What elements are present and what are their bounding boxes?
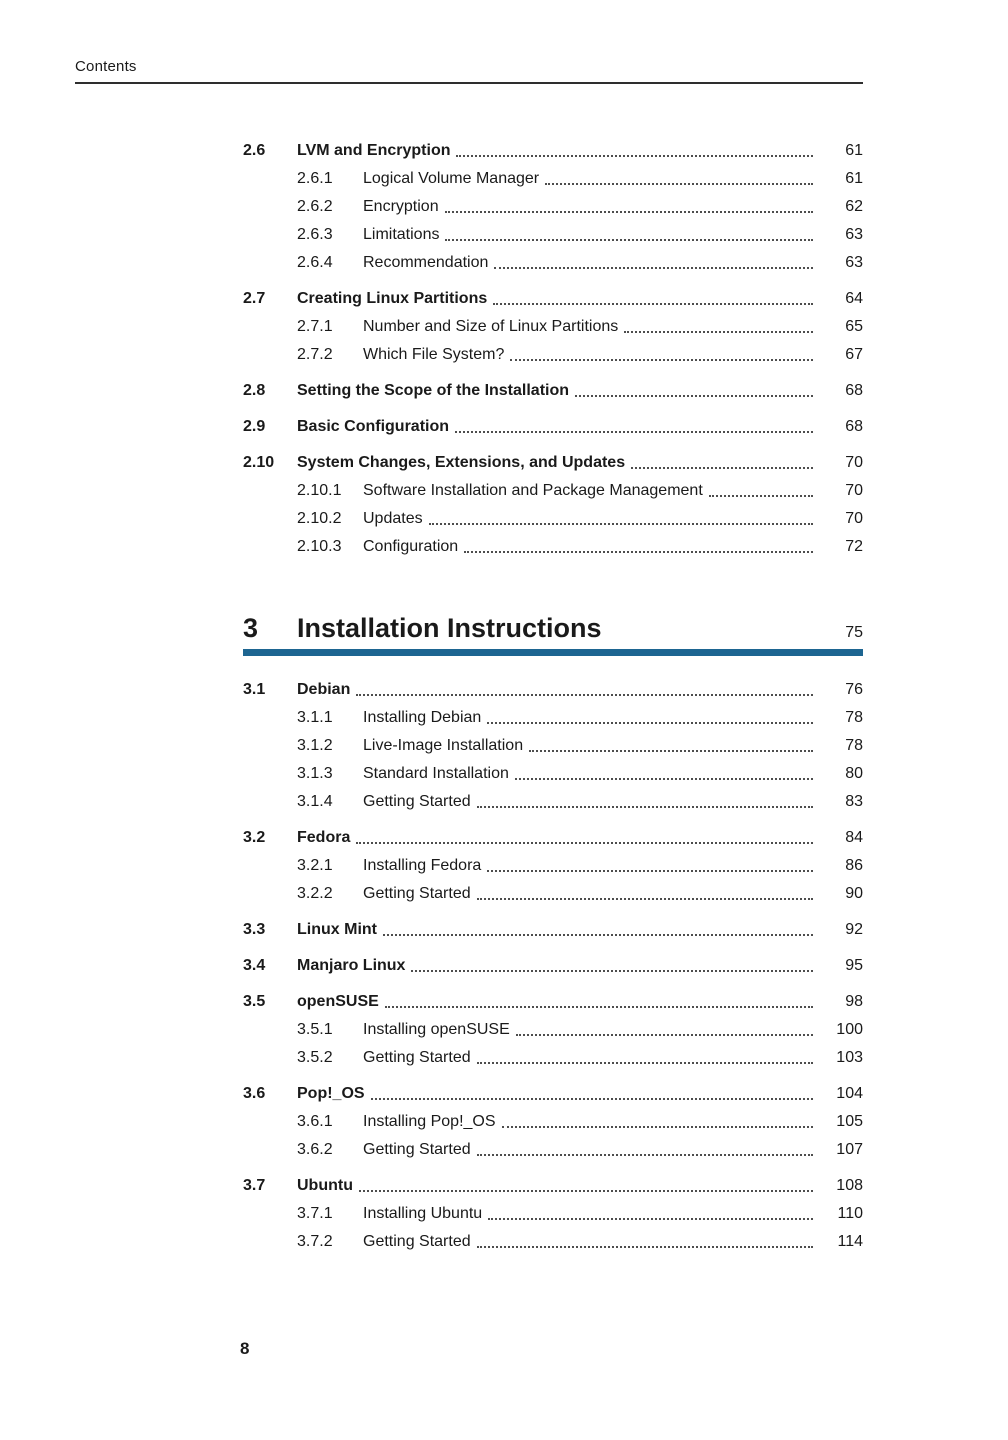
toc-entry-number: 2.7.2 [297,346,333,363]
toc-entry-page: 62 [845,198,863,215]
toc-entry-2-10-3 [243,533,863,561]
toc-entry-3-5-1 [243,1016,863,1044]
dot-leader [356,842,813,844]
toc-entry-page: 98 [845,993,863,1010]
toc-entry-3-6 [243,1080,863,1108]
toc-entry-title: Getting Started [363,1049,471,1066]
toc-entry-page: 92 [845,921,863,938]
toc-entry-2-7-2 [243,341,863,369]
toc-entry-number: 3.1 [243,681,266,698]
toc-entry-page: 70 [845,454,863,471]
toc-entry-2-10 [243,449,863,477]
toc-entry-number: 3.5 [243,993,266,1010]
toc-main-column [243,137,863,1264]
toc-group [243,1172,863,1256]
toc-entry-title: Updates [363,510,423,527]
toc-entry-title: Installing openSUSE [363,1021,510,1038]
toc-entry-page: 108 [836,1177,863,1194]
dot-leader [477,806,813,808]
dot-leader [575,395,813,397]
toc-entry-number: 3.1.1 [297,709,333,726]
toc-entry-3-3 [243,916,863,944]
toc-entry-2-6-4 [243,249,863,277]
dot-leader [429,523,813,525]
toc-entry-number: 2.10 [243,454,275,471]
toc-entry-page: 104 [836,1085,863,1102]
toc-entry-number: 3.6.1 [297,1113,333,1130]
toc-entry-number: 3.2.1 [297,857,333,874]
toc-group [243,988,863,1072]
toc-entry-page: 63 [845,254,863,271]
toc-entry-title: Encryption [363,198,439,215]
dot-leader [515,778,813,780]
toc-entry-title: Getting Started [363,793,471,810]
toc-entry-title: Basic Configuration [297,418,450,435]
toc-entry-page: 78 [845,709,863,726]
toc-entry-page: 61 [845,170,863,187]
chapter-heading-line [243,613,863,644]
toc-group [243,824,863,908]
toc-entry-2-6 [243,137,863,165]
toc-group [243,377,863,405]
toc-entry-3-2-2 [243,880,863,908]
toc-entry-number: 3.5.1 [297,1021,333,1038]
toc-entry-number: 2.6.4 [297,254,333,271]
toc-group [243,916,863,944]
toc-entry-page: 84 [845,829,863,846]
toc-entry-2-6-2 [243,193,863,221]
dot-leader [487,722,813,724]
toc-entry-title: Getting Started [363,885,471,902]
toc-entry-title: Setting the Scope of the Installation [297,382,570,399]
toc-entry-title: System Changes, Extensions, and Updates [297,454,626,471]
toc-entry-title: Linux Mint [297,921,377,938]
toc-entry-page: 78 [845,737,863,754]
toc-entry-page: 63 [845,226,863,243]
chapter-page-number: 75 [845,624,863,641]
toc-entry-number: 2.6.1 [297,170,333,187]
dot-leader [494,267,813,269]
toc-entry-3-1-1 [243,704,863,732]
toc-entry-page: 72 [845,538,863,555]
toc-entry-page: 70 [845,510,863,527]
toc-entry-title: Pop!_OS [297,1085,365,1102]
toc-entry-number: 2.7 [243,290,266,307]
toc-group [243,413,863,441]
toc-entry-3-7 [243,1172,863,1200]
dot-leader [488,1218,813,1220]
toc-entry-number: 3.6 [243,1085,266,1102]
toc-entry-2-6-1 [243,165,863,193]
toc-entry-number: 3.1.3 [297,765,333,782]
toc-entry-title: Which File System? [363,346,505,363]
dot-leader [356,694,813,696]
toc-entry-page: 70 [845,482,863,499]
toc-entry-2-7 [243,285,863,313]
toc-entry-page: 110 [837,1205,863,1222]
dot-leader [455,431,813,433]
dot-leader [545,183,813,185]
toc-entry-number: 3.1.4 [297,793,333,810]
toc-entry-number: 3.7.2 [297,1233,333,1250]
dot-leader [464,551,813,553]
toc-entry-page: 68 [845,418,863,435]
toc-entry-2-10-1 [243,477,863,505]
toc-entry-number: 2.7.1 [297,318,333,335]
chapter-heading [243,613,863,656]
toc-group [243,676,863,816]
toc-entry-number: 2.9 [243,418,266,435]
dot-leader [510,359,813,361]
toc-group [243,952,863,980]
toc-entry-title: Installing Ubuntu [363,1205,483,1222]
toc-entry-page: 90 [845,885,863,902]
dot-leader [709,495,813,497]
toc-entry-2-6-3 [243,221,863,249]
toc-entry-number: 3.2.2 [297,885,333,902]
toc-entry-title: Fedora [297,829,351,846]
toc-entry-page: 68 [845,382,863,399]
toc-entry-3-6-2 [243,1136,863,1164]
dot-leader [371,1098,813,1100]
toc-entry-3-5-2 [243,1044,863,1072]
toc-entry-title: Getting Started [363,1233,471,1250]
toc-section-chapter2 [243,137,863,561]
dot-leader [385,1006,813,1008]
toc-entry-3-2-1 [243,852,863,880]
toc-entry-title: Limitations [363,226,440,243]
toc-entry-title: Installing Debian [363,709,482,726]
toc-entry-page: 67 [845,346,863,363]
toc-entry-title: Installing Fedora [363,857,482,874]
toc-section-chapter3 [243,676,863,1256]
toc-entry-number: 3.7 [243,1177,266,1194]
toc-entry-number: 3.7.1 [297,1205,333,1222]
toc-entry-2-8 [243,377,863,405]
toc-entry-page: 76 [845,681,863,698]
toc-entry-title: Standard Installation [363,765,509,782]
dot-leader [529,750,813,752]
dot-leader [445,239,813,241]
toc-entry-title: openSUSE [297,993,379,1010]
dot-leader [383,934,813,936]
toc-entry-3-5 [243,988,863,1016]
toc-entry-title: Logical Volume Manager [363,170,540,187]
toc-entry-page: 61 [845,142,863,159]
dot-leader [477,1246,813,1248]
toc-entry-title: Ubuntu [297,1177,353,1194]
dot-leader [631,467,813,469]
dot-leader [445,211,813,213]
toc-entry-page: 103 [836,1049,863,1066]
toc-entry-title: Getting Started [363,1141,471,1158]
dot-leader [411,970,813,972]
toc-entry-number: 3.1.2 [297,737,333,754]
chapter-number: 3 [243,613,259,643]
toc-entry-page: 100 [836,1021,863,1038]
toc-entry-page: 107 [836,1141,863,1158]
toc-entry-number: 3.4 [243,957,266,974]
toc-entry-page: 64 [845,290,863,307]
toc-entry-title: Configuration [363,538,459,555]
dot-leader [493,303,813,305]
chapter-accent-rule [243,649,863,656]
dot-leader [502,1126,813,1128]
toc-entry-number: 2.6 [243,142,266,159]
toc-entry-title: Creating Linux Partitions [297,290,488,307]
toc-entry-3-4 [243,952,863,980]
toc-entry-page: 80 [845,765,863,782]
toc-entry-page: 114 [837,1233,863,1250]
toc-entry-3-7-1 [243,1200,863,1228]
toc-entry-2-10-2 [243,505,863,533]
toc-entry-number: 2.10.1 [297,482,342,499]
toc-entry-3-1 [243,676,863,704]
toc-group [243,449,863,561]
toc-entry-number: 3.2 [243,829,266,846]
toc-entry-title: Software Installation and Package Management [363,482,703,499]
toc-entry-number: 2.6.3 [297,226,333,243]
toc-entry-number: 3.5.2 [297,1049,333,1066]
toc-entry-number: 2.10.3 [297,538,342,555]
toc-group [243,285,863,369]
toc-entry-page: 86 [845,857,863,874]
folio-page-number: 8 [240,1339,250,1358]
toc-entry-title: Live-Image Installation [363,737,524,754]
toc-entry-3-1-2 [243,732,863,760]
toc-entry-title: Debian [297,681,351,698]
toc-entry-3-2 [243,824,863,852]
toc-entry-3-1-3 [243,760,863,788]
toc-entry-page: 105 [836,1113,863,1130]
toc-entry-title: LVM and Encryption [297,142,451,159]
toc-entry-number: 2.6.2 [297,198,333,215]
toc-entry-page: 83 [845,793,863,810]
toc-entry-number: 3.6.2 [297,1141,333,1158]
toc-entry-3-1-4 [243,788,863,816]
toc-entry-title: Installing Pop!_OS [363,1113,496,1130]
toc-entry-3-7-2 [243,1228,863,1256]
toc-entry-3-6-1 [243,1108,863,1136]
dot-leader [456,155,813,157]
toc-entry-number: 3.3 [243,921,266,938]
toc-entry-title: Manjaro Linux [297,957,406,974]
dot-leader [516,1034,813,1036]
dot-leader [477,1154,813,1156]
running-header: Contents [75,58,863,84]
toc-entry-page: 95 [845,957,863,974]
toc-entry-2-9 [243,413,863,441]
toc-entry-number: 2.10.2 [297,510,342,527]
toc-entry-number: 2.8 [243,382,266,399]
dot-leader [359,1190,813,1192]
toc-group [243,137,863,277]
toc-entry-title: Number and Size of Linux Partitions [363,318,619,335]
toc-entry-title: Recommendation [363,254,489,271]
toc-entry-2-7-1 [243,313,863,341]
dot-leader [624,331,813,333]
dot-leader [477,1062,813,1064]
toc-group [243,1080,863,1164]
dot-leader [487,870,813,872]
dot-leader [477,898,813,900]
toc-entry-page: 65 [845,318,863,335]
chapter-title: Installation Instructions [297,613,602,643]
